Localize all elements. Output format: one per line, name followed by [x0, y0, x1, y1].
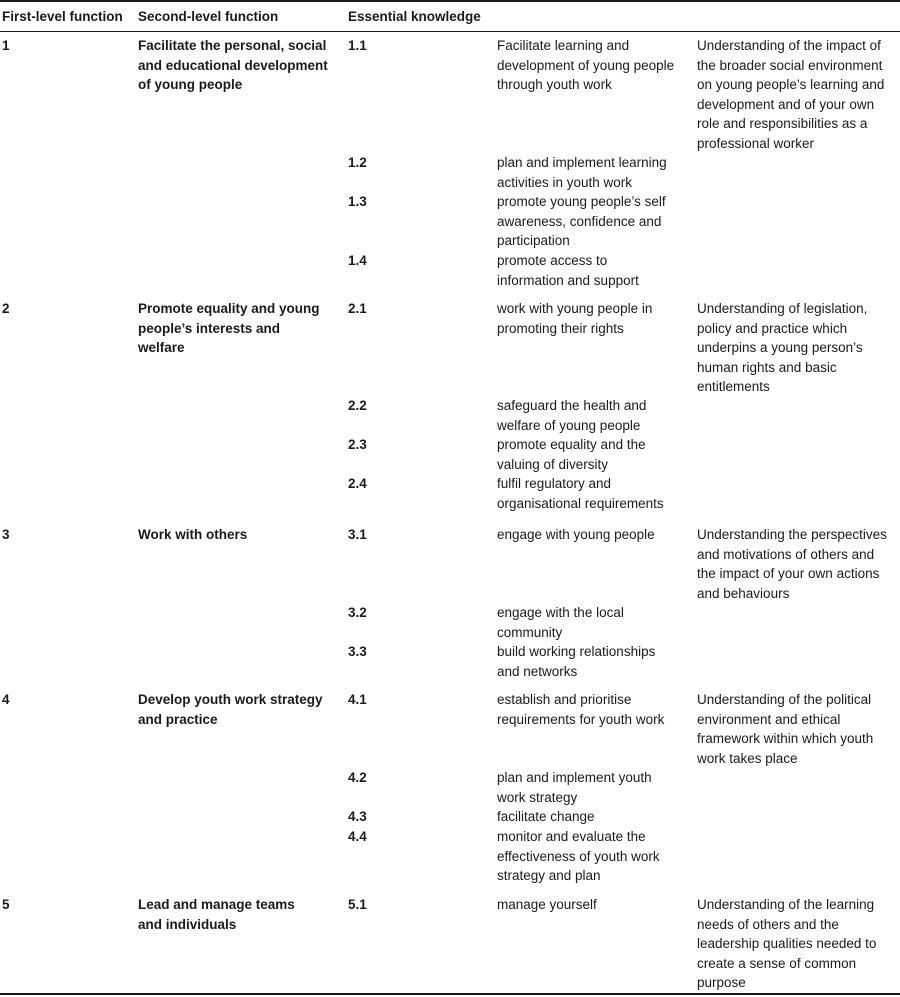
text-line: create a sense of common: [697, 955, 857, 971]
text-line: work strategy: [497, 789, 578, 805]
text-line: awareness, confidence and: [497, 213, 662, 229]
competence-description: [497, 153, 687, 192]
text-line: and practice: [138, 711, 218, 727]
text-line: promote access to: [497, 253, 608, 268]
competence-code: 4.1: [348, 692, 367, 707]
text-line: effectiveness of youth work: [497, 848, 660, 864]
competence-code: 2.2: [348, 398, 367, 413]
essential-knowledge-text: [697, 690, 897, 768]
competence-description: [497, 525, 687, 545]
competence-code: 1.3: [348, 194, 367, 209]
text-line: and networks: [497, 663, 578, 679]
competence-description: [497, 396, 687, 435]
competence-description: [497, 474, 687, 513]
text-line: Understanding of the political: [697, 692, 872, 707]
text-line: participation: [497, 233, 570, 248]
first-level-number: 4: [2, 692, 10, 707]
text-line: role and responsibilities as a: [697, 116, 868, 131]
text-line: human rights and basic: [697, 359, 837, 375]
text-line: Understanding the perspectives: [697, 527, 887, 542]
first-level-number: 3: [2, 527, 10, 542]
text-line: framework within which youth: [697, 731, 874, 746]
text-line: safeguard the health and: [497, 398, 647, 413]
text-line: people’s interests and: [138, 320, 281, 336]
text-line: purpose: [697, 975, 746, 990]
table-bottom-rule: [0, 993, 900, 995]
text-line: environment and ethical: [697, 711, 841, 727]
text-line: organisational requirements: [497, 495, 664, 511]
competence-code: 3.1: [348, 527, 367, 542]
competence-description: [497, 299, 687, 338]
text-line: development of young people: [497, 57, 675, 73]
text-line: strategy and plan: [497, 868, 601, 883]
text-line: needs of others and the: [697, 916, 839, 932]
text-line: plan and implement youth: [497, 770, 652, 785]
text-line: information and support: [497, 272, 639, 288]
text-line: on young people’s learning and: [697, 77, 885, 92]
competence-description: [497, 435, 687, 474]
header-second-level: Second-level function: [138, 9, 279, 24]
text-line: work takes place: [697, 750, 798, 766]
competence-code: 2.4: [348, 476, 367, 491]
essential-knowledge-text: [697, 36, 897, 153]
text-line: and educational development: [138, 57, 328, 73]
competence-code: 1.4: [348, 253, 367, 268]
text-line: build working relationships: [497, 644, 656, 659]
text-line: plan and implement learning: [497, 155, 667, 170]
competence-description: [497, 827, 687, 886]
competence-code: 2.3: [348, 437, 367, 452]
competence-code: 1.1: [348, 38, 367, 53]
text-line: community: [497, 624, 563, 640]
text-line: Lead and manage teams: [138, 897, 295, 912]
essential-knowledge-text: [697, 895, 897, 993]
table-top-rule: [0, 0, 900, 2]
second-level-function: [138, 525, 338, 545]
text-line: Promote equality and young: [138, 301, 320, 316]
text-line: welfare: [138, 340, 185, 355]
competence-code: 5.1: [348, 897, 367, 912]
second-level-function: [138, 690, 338, 729]
text-line: monitor and evaluate the: [497, 829, 646, 844]
header-first-level: First-level function: [2, 9, 123, 24]
competence-description: [497, 690, 687, 729]
second-level-function: [138, 36, 338, 95]
text-line: promote young people’s self: [497, 194, 666, 209]
text-line: and motivations of others and: [697, 546, 875, 562]
second-level-function: [138, 299, 338, 358]
text-line: and behaviours: [697, 585, 790, 601]
text-line: through youth work: [497, 77, 612, 92]
text-line: the broader social environment: [697, 57, 883, 73]
essential-knowledge-text: [697, 299, 897, 397]
competence-description: [497, 807, 687, 827]
essential-knowledge-text: [697, 525, 897, 603]
competence-description: [497, 36, 687, 95]
text-line: Understanding of the impact of: [697, 38, 881, 53]
competence-description: [497, 251, 687, 290]
first-level-number: 2: [2, 301, 10, 316]
text-line: Work with others: [138, 527, 248, 542]
text-line: and individuals: [138, 916, 237, 932]
competence-code: 2.1: [348, 301, 367, 316]
text-line: Understanding of legislation,: [697, 301, 868, 316]
competence-description: [497, 768, 687, 807]
header-essential-knowledge: Essential knowledge: [348, 9, 481, 24]
text-line: activities in youth work: [497, 174, 633, 190]
text-line: work with young people in: [497, 301, 653, 316]
competence-code: 4.2: [348, 770, 367, 785]
header-rule: [0, 31, 900, 32]
text-line: requirements for youth work: [497, 711, 665, 727]
text-line: professional worker: [697, 135, 815, 151]
text-line: underpins a young person’s: [697, 340, 863, 355]
text-line: fulfil regulatory and: [497, 476, 612, 491]
competence-description: [497, 192, 687, 251]
text-line: Facilitate learning and: [497, 38, 630, 53]
text-line: of young people: [138, 77, 243, 92]
text-line: leadership qualities needed to: [697, 936, 877, 951]
text-line: Facilitate the personal, social: [138, 38, 327, 53]
text-line: welfare of young people: [497, 417, 641, 433]
competence-code: 3.2: [348, 605, 367, 620]
text-line: manage yourself: [497, 897, 597, 912]
text-line: entitlements: [697, 379, 770, 394]
text-line: engage with the local: [497, 605, 624, 620]
text-line: Understanding of the learning: [697, 897, 875, 912]
competence-code: 3.3: [348, 644, 367, 659]
first-level-number: 1: [2, 38, 10, 53]
text-line: promoting their rights: [497, 320, 624, 336]
text-line: the impact of your own actions: [697, 566, 880, 581]
competence-code: 1.2: [348, 155, 367, 170]
competence-description: [497, 603, 687, 642]
text-line: valuing of diversity: [497, 456, 609, 472]
text-line: promote equality and the: [497, 437, 646, 452]
text-line: establish and prioritise: [497, 692, 632, 707]
text-line: engage with young people: [497, 527, 655, 542]
text-line: policy and practice which: [697, 320, 848, 336]
competence-description: [497, 895, 687, 915]
competence-description: [497, 642, 687, 681]
competence-code: 4.4: [348, 829, 367, 844]
second-level-function: [138, 895, 338, 934]
first-level-number: 5: [2, 897, 10, 912]
text-line: Develop youth work strategy: [138, 692, 323, 707]
text-line: development and of your own: [697, 96, 875, 112]
competence-code: 4.3: [348, 809, 367, 824]
text-line: facilitate change: [497, 809, 595, 824]
